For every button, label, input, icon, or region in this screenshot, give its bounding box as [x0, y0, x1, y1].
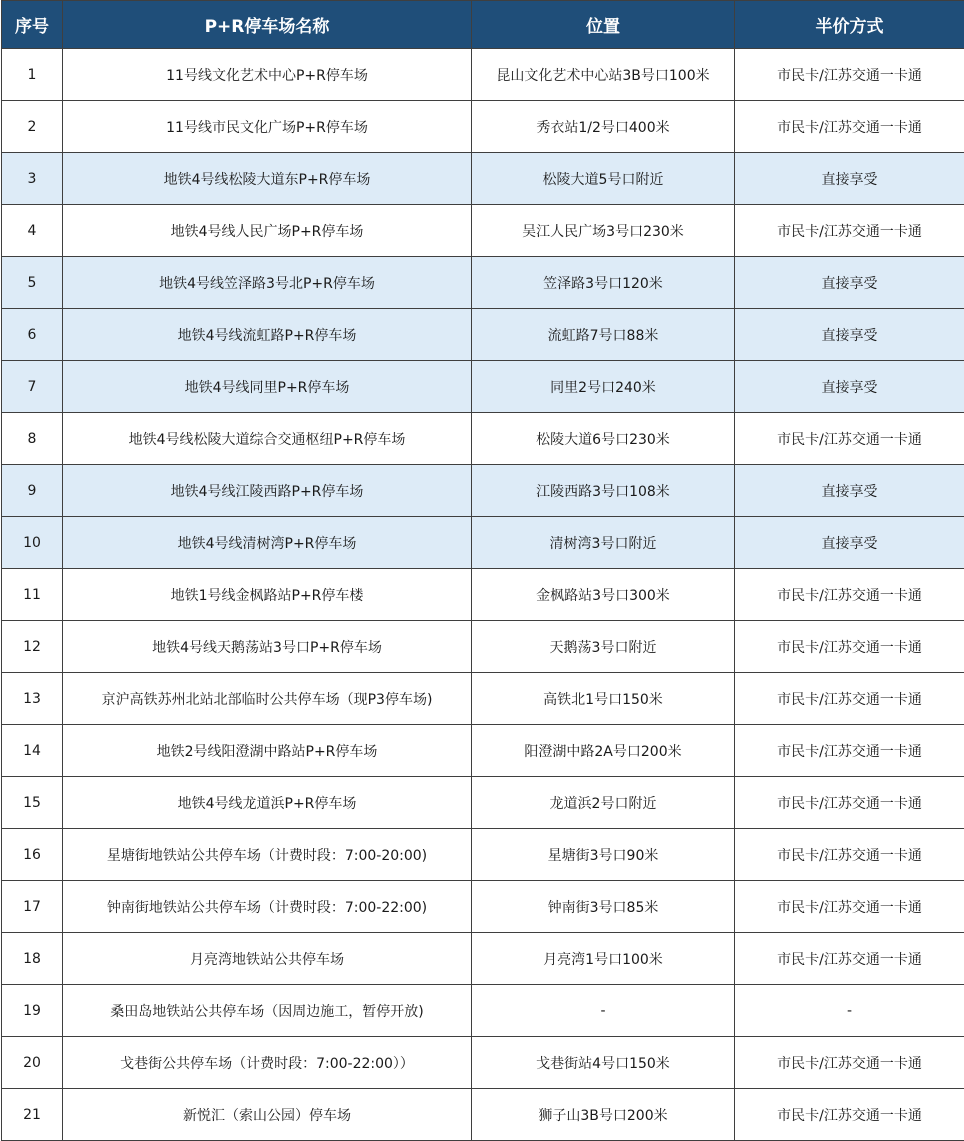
cell-method: 市民卡/江苏交通一卡通: [735, 673, 964, 725]
cell-no: 2: [2, 101, 63, 153]
table-row: [2, 829, 964, 881]
cell-method: 市民卡/江苏交通一卡通: [735, 413, 964, 465]
cell-method: 市民卡/江苏交通一卡通: [735, 1089, 964, 1141]
cell-no: 4: [2, 205, 63, 257]
cell-no: 6: [2, 309, 63, 361]
cell-no: 10: [2, 517, 63, 569]
cell-no: 13: [2, 673, 63, 725]
header-no: 序号: [2, 1, 63, 49]
cell-method: 直接享受: [735, 153, 964, 205]
header-name: P+R停车场名称: [63, 1, 472, 49]
cell-location: 流虹路7号口88米: [472, 309, 735, 361]
cell-no: 11: [2, 569, 63, 621]
cell-name: 地铁4号线松陵大道综合交通枢纽P+R停车场: [63, 413, 472, 465]
table-row: [2, 49, 964, 101]
cell-location: 清树湾3号口附近: [472, 517, 735, 569]
parking-table: [1, 0, 964, 1141]
table-row: [2, 101, 964, 153]
cell-location: 阳澄湖中路2A号口200米: [472, 725, 735, 777]
cell-no: 9: [2, 465, 63, 517]
cell-name: 地铁4号线流虹路P+R停车场: [63, 309, 472, 361]
table-row: [2, 933, 964, 985]
cell-name: 地铁4号线天鹅荡站3号口P+R停车场: [63, 621, 472, 673]
cell-method: 市民卡/江苏交通一卡通: [735, 49, 964, 101]
cell-name: 新悦汇（索山公园）停车场: [63, 1089, 472, 1141]
cell-method: -: [735, 985, 964, 1037]
header-method: 半价方式: [735, 1, 964, 49]
table-row: [2, 153, 964, 205]
table-row: [2, 517, 964, 569]
cell-name: 地铁4号线笠泽路3号北P+R停车场: [63, 257, 472, 309]
cell-no: 7: [2, 361, 63, 413]
cell-no: 20: [2, 1037, 63, 1089]
table-row: [2, 1089, 964, 1141]
table-row: [2, 777, 964, 829]
cell-no: 15: [2, 777, 63, 829]
cell-no: 1: [2, 49, 63, 101]
table-row: [2, 465, 964, 517]
cell-location: 江陵西路3号口108米: [472, 465, 735, 517]
cell-name: 地铁4号线江陵西路P+R停车场: [63, 465, 472, 517]
table-row: [2, 881, 964, 933]
cell-no: 14: [2, 725, 63, 777]
table-row: [2, 257, 964, 309]
cell-no: 21: [2, 1089, 63, 1141]
cell-location: 金枫路站3号口300米: [472, 569, 735, 621]
cell-location: 高铁北1号口150米: [472, 673, 735, 725]
cell-no: 12: [2, 621, 63, 673]
table-row: [2, 673, 964, 725]
cell-location: -: [472, 985, 735, 1037]
cell-location: 星塘街3号口90米: [472, 829, 735, 881]
cell-location: 吴江人民广场3号口230米: [472, 205, 735, 257]
cell-name: 11号线文化艺术中心P+R停车场: [63, 49, 472, 101]
cell-method: 市民卡/江苏交通一卡通: [735, 777, 964, 829]
table-row: [2, 205, 964, 257]
cell-method: 市民卡/江苏交通一卡通: [735, 933, 964, 985]
cell-location: 龙道浜2号口附近: [472, 777, 735, 829]
table-row: [2, 361, 964, 413]
table-row: [2, 413, 964, 465]
table-body: [2, 49, 964, 1141]
cell-name: 11号线市民文化广场P+R停车场: [63, 101, 472, 153]
table-row: [2, 725, 964, 777]
cell-no: 5: [2, 257, 63, 309]
table-row: [2, 621, 964, 673]
cell-location: 秀衣站1/2号口400米: [472, 101, 735, 153]
table-row: [2, 309, 964, 361]
cell-location: 松陵大道6号口230米: [472, 413, 735, 465]
cell-name: 地铁4号线清树湾P+R停车场: [63, 517, 472, 569]
cell-method: 市民卡/江苏交通一卡通: [735, 881, 964, 933]
cell-location: 戈巷街站4号口150米: [472, 1037, 735, 1089]
cell-method: 市民卡/江苏交通一卡通: [735, 205, 964, 257]
table-row: [2, 985, 964, 1037]
cell-method: 市民卡/江苏交通一卡通: [735, 1037, 964, 1089]
cell-no: 16: [2, 829, 63, 881]
cell-method: 直接享受: [735, 257, 964, 309]
cell-name: 钟南街地铁站公共停车场（计费时段：7:00-22:00): [63, 881, 472, 933]
cell-name: 地铁4号线人民广场P+R停车场: [63, 205, 472, 257]
table-row: [2, 569, 964, 621]
cell-no: 17: [2, 881, 63, 933]
cell-method: 市民卡/江苏交通一卡通: [735, 101, 964, 153]
cell-method: 市民卡/江苏交通一卡通: [735, 725, 964, 777]
cell-location: 同里2号口240米: [472, 361, 735, 413]
cell-no: 3: [2, 153, 63, 205]
cell-method: 市民卡/江苏交通一卡通: [735, 829, 964, 881]
cell-no: 8: [2, 413, 63, 465]
table-row: [2, 1037, 964, 1089]
cell-name: 地铁4号线松陵大道东P+R停车场: [63, 153, 472, 205]
cell-location: 昆山文化艺术中心站3B号口100米: [472, 49, 735, 101]
cell-method: 市民卡/江苏交通一卡通: [735, 569, 964, 621]
cell-name: 星塘街地铁站公共停车场（计费时段：7:00-20:00): [63, 829, 472, 881]
cell-name: 地铁4号线同里P+R停车场: [63, 361, 472, 413]
cell-name: 地铁2号线阳澄湖中路站P+R停车场: [63, 725, 472, 777]
cell-location: 月亮湾1号口100米: [472, 933, 735, 985]
cell-name: 地铁1号线金枫路站P+R停车楼: [63, 569, 472, 621]
header-row: [2, 1, 964, 49]
header-location: 位置: [472, 1, 735, 49]
cell-no: 18: [2, 933, 63, 985]
cell-location: 笠泽路3号口120米: [472, 257, 735, 309]
cell-location: 狮子山3B号口200米: [472, 1089, 735, 1141]
cell-name: 月亮湾地铁站公共停车场: [63, 933, 472, 985]
cell-method: 直接享受: [735, 309, 964, 361]
cell-name: 戈巷街公共停车场（计费时段：7:00-22:00））: [63, 1037, 472, 1089]
cell-location: 松陵大道5号口附近: [472, 153, 735, 205]
cell-name: 地铁4号线龙道浜P+R停车场: [63, 777, 472, 829]
cell-name: 京沪高铁苏州北站北部临时公共停车场（现P3停车场): [63, 673, 472, 725]
cell-method: 直接享受: [735, 517, 964, 569]
cell-no: 19: [2, 985, 63, 1037]
cell-location: 天鹅荡3号口附近: [472, 621, 735, 673]
cell-method: 直接享受: [735, 465, 964, 517]
cell-location: 钟南街3号口85米: [472, 881, 735, 933]
cell-method: 直接享受: [735, 361, 964, 413]
cell-name: 桑田岛地铁站公共停车场（因周边施工，暂停开放): [63, 985, 472, 1037]
cell-method: 市民卡/江苏交通一卡通: [735, 621, 964, 673]
